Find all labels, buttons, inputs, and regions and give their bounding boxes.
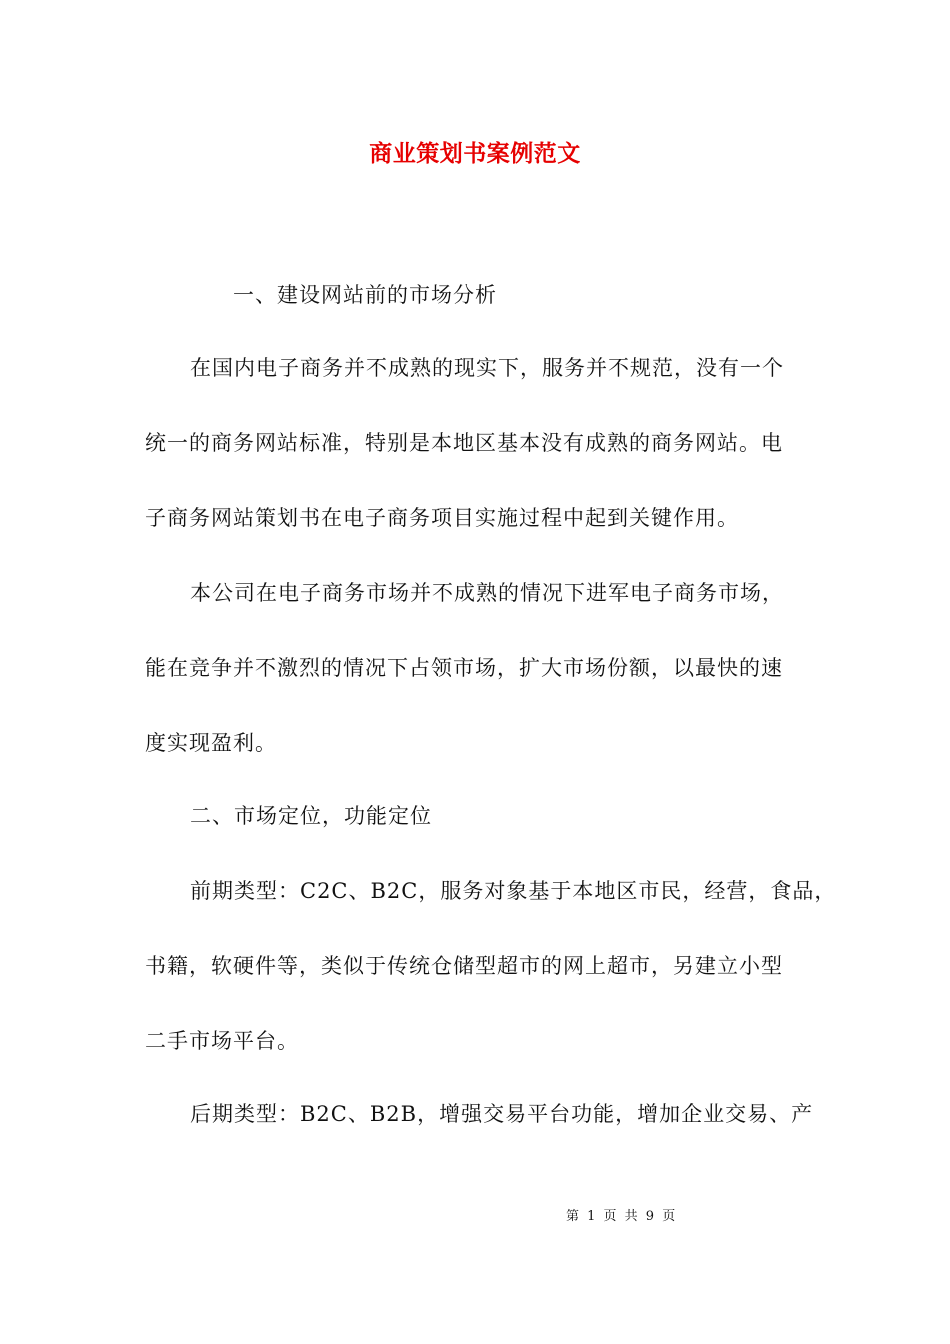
paragraph-line: 本公司在电子商务市场并不成熟的情况下进军电子商务市场， — [190, 581, 784, 605]
paragraph-line: 在国内电子商务并不成熟的现实下，服务并不规范，没有一个 — [190, 356, 784, 380]
paragraph-line: 二手市场平台。 — [145, 1029, 299, 1053]
paragraph-line: 书籍，软硬件等，类似于传统仓储型超市的网上超市，另建立小型 — [145, 954, 783, 978]
paragraph-line: 度实现盈利。 — [145, 731, 277, 755]
paragraph-line: 子商务网站策划书在电子商务项目实施过程中起到关键作用。 — [145, 506, 739, 530]
page-footer: 第 1 页 共 9 页 — [566, 1209, 676, 1224]
paragraph-line: 前期类型：C2C、B2C，服务对象基于本地区市民，经营，食品， — [190, 879, 837, 903]
section-heading-1: 一、建设网站前的市场分析 — [233, 283, 497, 307]
section-heading-2: 二、市场定位，功能定位 — [190, 804, 432, 828]
paragraph-line: 能在竞争并不激烈的情况下占领市场，扩大市场份额，以最快的速 — [145, 656, 783, 680]
paragraph-line: 后期类型：B2C、B2B，增强交易平台功能，增加企业交易、产 — [190, 1102, 814, 1126]
document-title: 商业策划书案例范文 — [369, 140, 581, 167]
paragraph-line: 统一的商务网站标准，特别是本地区基本没有成熟的商务网站。电 — [145, 431, 783, 455]
